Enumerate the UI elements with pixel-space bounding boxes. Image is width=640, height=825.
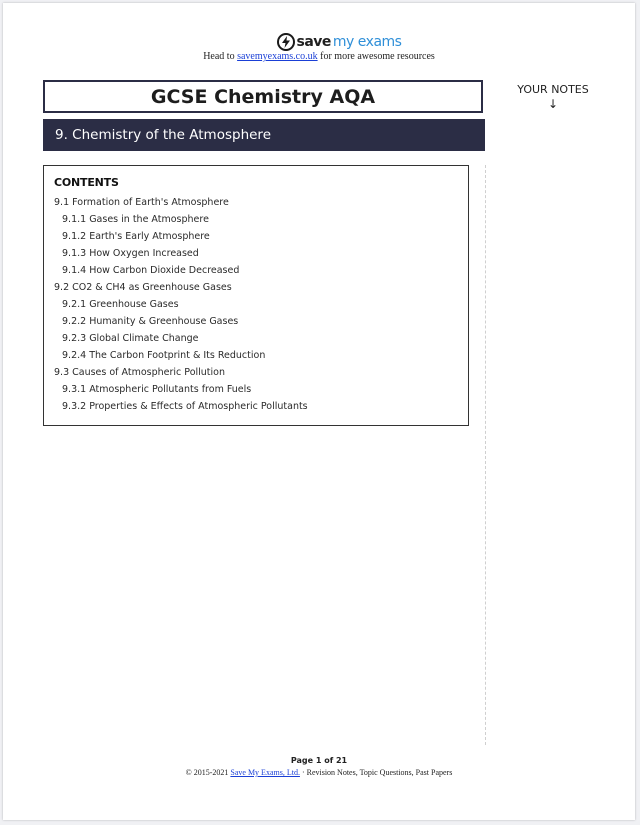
contents-heading: CONTENTS [54, 176, 119, 189]
copyright-footer [3, 768, 635, 777]
toc-item-9-2-1[interactable]: 9.2.1 Greenhouse Gases [62, 299, 179, 310]
document-title: GCSE Chemistry AQA [43, 80, 483, 113]
toc-item-9-1-3[interactable]: 9.1.3 How Oxygen Increased [62, 248, 199, 259]
down-arrow-icon: ↓ [547, 97, 559, 111]
tagline [3, 51, 635, 62]
your-notes-text: YOUR NOTES [517, 83, 589, 96]
toc-item-9-1-1[interactable]: 9.1.1 Gases in the Atmosphere [62, 214, 209, 225]
copyright-prefix: © 2015-2021 [185, 768, 229, 777]
contents-box [43, 165, 469, 426]
toc-item-9-3-1[interactable]: 9.3.1 Atmospheric Pollutants from Fuels [62, 384, 252, 395]
notes-column-divider [485, 165, 486, 745]
toc-item-9-1-4[interactable]: 9.1.4 How Carbon Dioxide Decreased [62, 265, 240, 276]
toc-item-9-3[interactable]: 9.3 Causes of Atmospheric Pollution [54, 367, 225, 378]
toc-item-9-3-2[interactable]: 9.3.2 Properties & Effects of Atmospheric Pollutants [62, 401, 308, 412]
logo-text-save: save [296, 34, 331, 50]
toc-item-9-2-2[interactable]: 9.2.2 Humanity & Greenhouse Gases [62, 316, 239, 327]
tagline-suffix: for more awesome resources [320, 51, 435, 62]
lightning-bolt-icon [277, 33, 295, 51]
toc-item-9-2[interactable]: 9.2 CO2 & CH4 as Greenhouse Gases [54, 282, 232, 293]
document-page [3, 3, 635, 820]
save-my-exams-ltd-link[interactable]: Save My Exams, Ltd. [230, 768, 300, 777]
save-my-exams-logo[interactable] [3, 31, 635, 53]
savemyexams-link[interactable]: savemyexams.co.uk [237, 51, 318, 62]
toc-item-9-1[interactable]: 9.1 Formation of Earth's Atmosphere [54, 197, 229, 208]
toc-item-9-2-3[interactable]: 9.2.3 Global Climate Change [62, 333, 199, 344]
tagline-prefix: Head to [203, 51, 235, 62]
contents-list [54, 194, 458, 415]
toc-item-9-2-4[interactable]: 9.2.4 The Carbon Footprint & Its Reduction [62, 350, 266, 361]
chapter-heading: 9. Chemistry of the Atmosphere [43, 119, 485, 151]
logo-text-my-exams: my exams [332, 34, 402, 50]
copyright-suffix: · Revision Notes, Topic Questions, Past Papers [301, 768, 453, 777]
toc-item-9-1-2[interactable]: 9.1.2 Earth's Early Atmosphere [62, 231, 210, 242]
your-notes-label [498, 83, 608, 111]
page-number: Page 1 of 21 [290, 756, 348, 765]
